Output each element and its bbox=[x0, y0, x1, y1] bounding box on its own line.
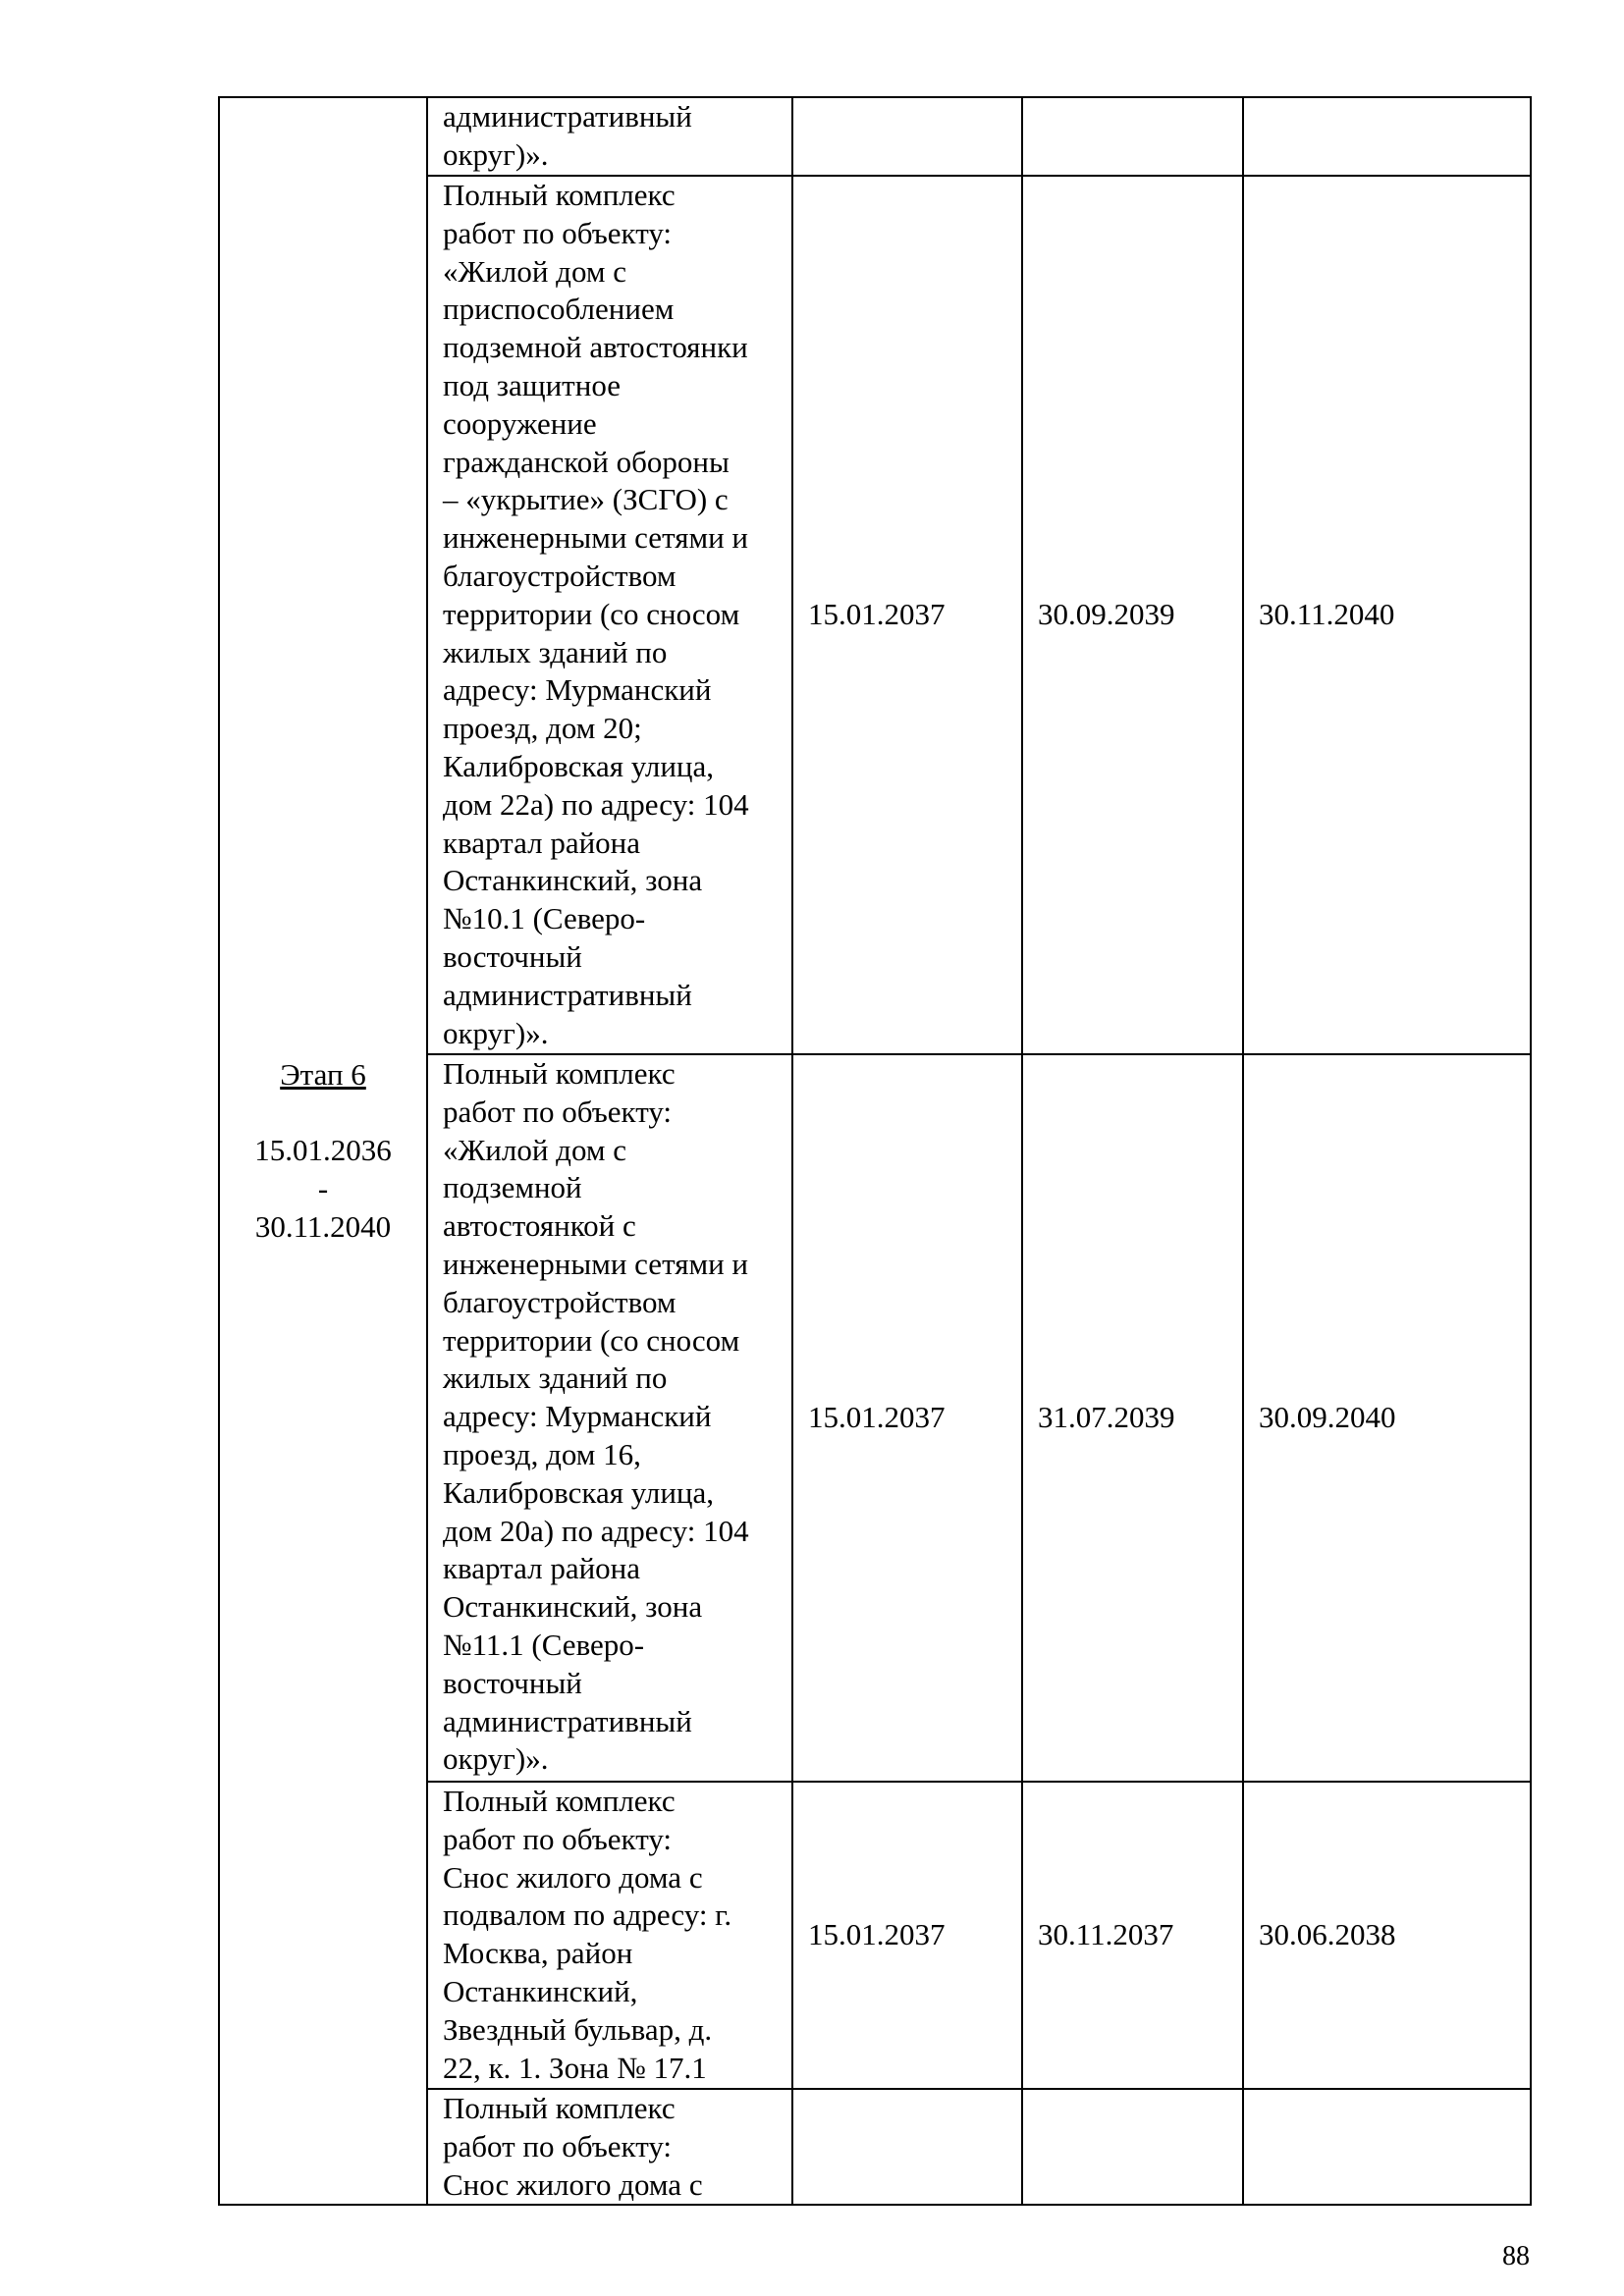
start-date-cell bbox=[792, 2089, 1022, 2205]
description-line: восточный bbox=[443, 938, 582, 974]
description-line: Останкинский, зона bbox=[443, 1589, 703, 1625]
description-line: Полный комплекс bbox=[443, 1784, 676, 1818]
description-line: – «укрытие» (ЗСГО) с bbox=[443, 482, 729, 517]
row-description bbox=[427, 176, 792, 1054]
start-date-cell: 15.01.2037 bbox=[792, 1782, 1022, 2089]
description-line: квартал района bbox=[443, 825, 641, 860]
stage-end-date: 30.11.2040 bbox=[254, 1208, 392, 1244]
row-description bbox=[427, 2089, 792, 2205]
middle-date-cell: 31.07.2039 bbox=[1022, 1054, 1243, 1782]
description-line: подвалом по адресу: г. bbox=[443, 1897, 732, 1933]
middle-date-cell bbox=[1022, 97, 1243, 176]
description-line: инженерными сетями и bbox=[443, 1246, 749, 1281]
description-line: территории (со сносом bbox=[443, 596, 740, 631]
start-date-cell: 15.01.2037 bbox=[792, 1054, 1022, 1782]
description-line: Калибровская улица, bbox=[443, 748, 715, 783]
description-line: административный bbox=[443, 1703, 692, 1738]
description-line: подземной автостоянки bbox=[443, 330, 748, 365]
description-line: благоустройством bbox=[443, 558, 677, 593]
description-line: Останкинский, зона bbox=[443, 863, 703, 898]
middle-date-cell: 30.11.2037 bbox=[1022, 1782, 1243, 2089]
description-line: дом 22а) по адресу: 104 bbox=[443, 786, 749, 822]
description-line: №10.1 (Северо- bbox=[443, 901, 646, 936]
description-line: проезд, дом 20; bbox=[443, 711, 642, 746]
description-line: территории (со сносом bbox=[443, 1322, 740, 1358]
description-line: благоустройством bbox=[443, 1284, 677, 1319]
description-line: округ)». bbox=[443, 1015, 549, 1050]
description-line: восточный bbox=[443, 1665, 582, 1700]
description-line: административный bbox=[443, 977, 692, 1012]
description-line: «Жилой дом с bbox=[443, 1132, 626, 1167]
description-line: приспособлением bbox=[443, 292, 675, 327]
end-date-cell bbox=[1243, 2089, 1531, 2205]
middle-date-cell bbox=[1022, 2089, 1243, 2205]
description-line: подземной bbox=[443, 1170, 582, 1205]
stage-start-date: 15.01.2036 bbox=[254, 1133, 392, 1168]
description-line: адресу: Мурманский bbox=[443, 1399, 712, 1434]
description-line: квартал района bbox=[443, 1551, 641, 1586]
description-line: адресу: Мурманский bbox=[443, 672, 712, 708]
middle-date-cell: 30.09.2039 bbox=[1022, 176, 1243, 1054]
description-line: административный bbox=[443, 99, 692, 133]
start-date-cell: 15.01.2037 bbox=[792, 176, 1022, 1054]
description-line: 22, к. 1. Зона № 17.1 bbox=[443, 2050, 707, 2085]
end-date-cell: 30.11.2040 bbox=[1243, 176, 1531, 1054]
row-description bbox=[427, 97, 792, 176]
description-line: Москва, район bbox=[443, 1936, 633, 1971]
stage-separator: - bbox=[317, 1171, 329, 1206]
description-line: Останкинский, bbox=[443, 1973, 638, 2008]
description-line: «Жилой дом с bbox=[443, 253, 626, 289]
description-line: дом 20а) по адресу: 104 bbox=[443, 1513, 749, 1548]
page-number: 88 bbox=[1502, 2241, 1530, 2271]
description-line: Снос жилого дома с bbox=[443, 1859, 703, 1895]
description-line: №11.1 (Северо- bbox=[443, 1627, 645, 1662]
description-line: под защитное bbox=[443, 367, 621, 402]
description-line: Снос жилого дома с bbox=[443, 2166, 703, 2202]
description-line: Калибровская улица, bbox=[443, 1474, 715, 1510]
schedule-table bbox=[218, 96, 1532, 2206]
description-line: проезд, дом 16, bbox=[443, 1436, 641, 1471]
description-line: инженерными сетями и bbox=[443, 520, 749, 556]
description-line: автостоянкой с bbox=[443, 1208, 636, 1244]
description-line: Звездный бульвар, д. bbox=[443, 2011, 713, 2047]
description-line: Полный комплекс bbox=[443, 2091, 676, 2125]
description-line: работ по объекту: bbox=[443, 1094, 673, 1129]
description-line: гражданской обороны bbox=[443, 444, 730, 479]
description-line: Полный комплекс bbox=[443, 178, 676, 212]
end-date-cell: 30.06.2038 bbox=[1243, 1782, 1531, 2089]
end-date-cell: 30.09.2040 bbox=[1243, 1054, 1531, 1782]
description-line: округ)». bbox=[443, 136, 549, 172]
description-line: работ по объекту: bbox=[443, 215, 673, 250]
start-date-cell bbox=[792, 97, 1022, 176]
description-line: сооружение bbox=[443, 405, 597, 441]
stage-title: Этап 6 bbox=[280, 1056, 366, 1092]
description-line: Полный комплекс bbox=[443, 1056, 676, 1091]
row-description bbox=[427, 1054, 792, 1782]
description-line: жилых зданий по bbox=[443, 634, 668, 669]
description-line: работ по объекту: bbox=[443, 2128, 673, 2163]
description-line: работ по объекту: bbox=[443, 1821, 673, 1856]
stage-cell bbox=[219, 97, 427, 2205]
end-date-cell bbox=[1243, 97, 1531, 176]
description-line: округ)». bbox=[443, 1741, 549, 1777]
row-description bbox=[427, 1782, 792, 2089]
table-row bbox=[219, 97, 1531, 176]
description-line: жилых зданий по bbox=[443, 1361, 668, 1396]
